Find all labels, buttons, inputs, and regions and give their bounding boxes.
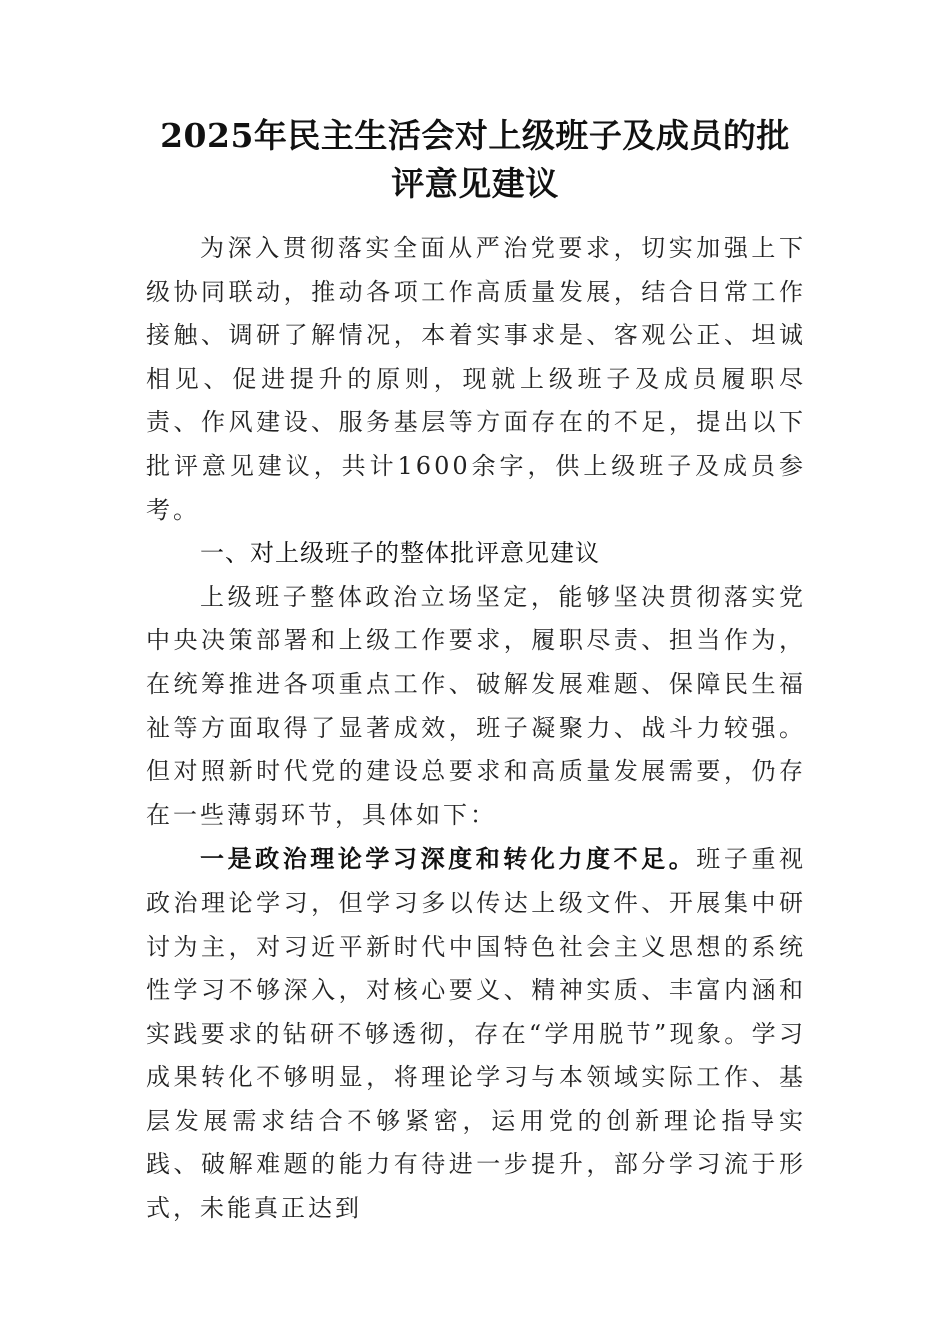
document-body — [146, 227, 806, 1231]
title-line-2: 评意见建议 — [391, 164, 559, 203]
section-intro-paragraph: 上级班子整体政治立场坚定，能够坚决贯彻落实党中央决策部署和上级工作要求，履职尽责、担当作为，在统筹推进各项重点工作、破解发展难题、保障民生福祉等方面取得了显著成效，班子凝聚力、战斗力较强。但对照新时代党的建设总要求和高质量发展需要，仍存在一些薄弱环节，具体如下： — [146, 582, 806, 829]
point-lead: 一是政治理论学习深度和转化力度不足。 — [200, 844, 697, 874]
point-text: 班子重视政治理论学习，但学习多以传达上级文件、开展集中研讨为主，对习近平新时代中国特色社会主义思想的系统性学习不够深入，对核心要义、精神实质、丰富内涵和实践要求的钻研不够透彻，存在“学用脱节”现象。学习成果转化不够明显，将理论学习与本领域实际工作、基层发展需求结合不够紧密，运用党的创新理论指导实践、破解难题的能力有待进一步提升，部分学习流于形式，未能真正达到 — [146, 845, 807, 1223]
intro-paragraph: 为深入贯彻落实全面从严治党要求，切实加强上下级协同联动，推动各项工作高质量发展，结合日常工作接触、调研了解情况，本着实事求是、客观公正、坦诚相见、促进提升的原则，现就上级班子及成员履职尽责、作风建设、服务基层等方面存在的不足，提出以下批评意见建议，共计1600余字，供上级班子及成员参考。 — [146, 234, 806, 524]
section-heading: 一、对上级班子的整体批评意见建议 — [200, 539, 600, 568]
title-line-1: 2025年民主生活会对上级班子及成员的批 — [160, 116, 790, 155]
document-title — [140, 112, 810, 208]
point-paragraph — [146, 837, 806, 1230]
